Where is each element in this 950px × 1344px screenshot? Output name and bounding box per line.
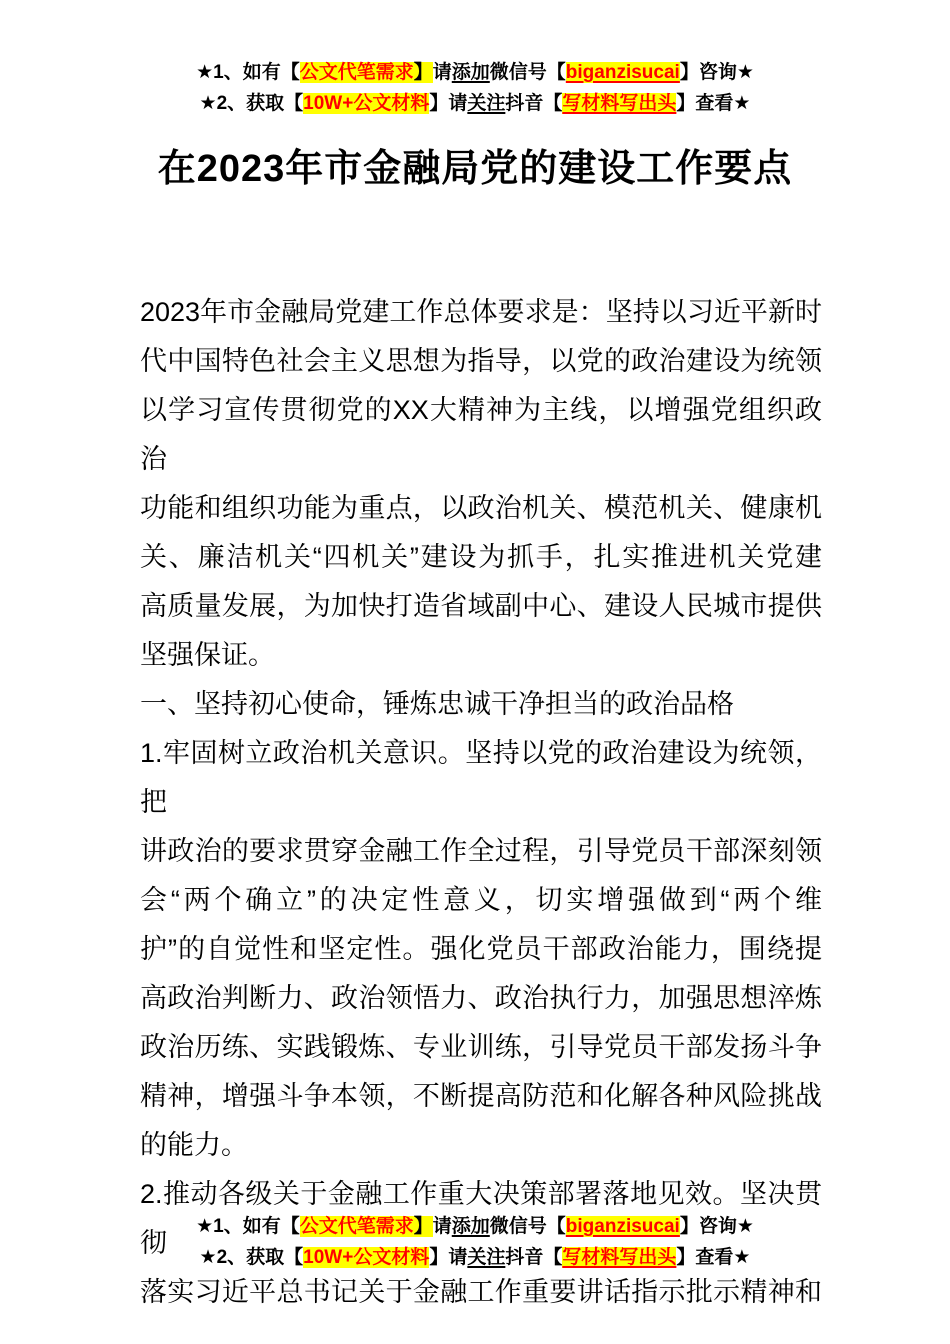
promo-text: 】查看★ <box>676 1247 751 1268</box>
promo-text: 关注 <box>467 93 506 114</box>
promo-text: 请 <box>432 62 452 83</box>
promo-text: 添加 <box>451 1216 490 1237</box>
text-line: 2023年市金融局党建工作总体要求是：坚持以习近平新时 <box>140 297 822 327</box>
text-line: 政治历练、实践锻炼、专业训练，引导党员干部发扬斗争 <box>140 1032 822 1062</box>
promo-text: 关注 <box>467 1247 506 1268</box>
text-line: 坚强保证。 <box>140 640 275 670</box>
promo-text: 】请 <box>429 93 468 114</box>
text-line: 关、廉洁机关“四机关”建设为抓手，扎实推进机关党建 <box>140 542 822 572</box>
promo-line-1 <box>0 57 950 88</box>
promo-text: 】咨询★ <box>679 1216 754 1237</box>
promo-text: 添加 <box>451 62 490 83</box>
promo-highlighted-text: 10W+公文材料 <box>303 1247 430 1268</box>
paragraph-item-1 <box>140 729 822 1170</box>
text-line: 精神，增强斗争本领，不断提高防范和化解各种风险挑战 <box>140 1081 822 1111</box>
text-line: 代中国特色社会主义思想为指导，以党的政治建设为统领 <box>140 346 822 376</box>
promo-text: 微信号【 <box>489 1216 566 1237</box>
promo-text: 请 <box>432 1216 452 1237</box>
promo-text: ★2、获取【 <box>199 93 304 114</box>
promo-highlighted-text: 写材料写出头 <box>562 93 677 114</box>
promo-highlighted-text: 10W+公文材料 <box>303 93 430 114</box>
text-line: 一、坚持初心使命，锤炼忠诚干净担当的政治品格 <box>140 689 734 719</box>
document-title: 在2023年市金融局党的建设工作要点 <box>157 148 793 190</box>
text-line: 2.推动各级关于金融工作重大决策部署落地见效。坚决贯彻 <box>140 1179 822 1258</box>
promo-text: 】请 <box>429 1247 468 1268</box>
promo-text: ★1、如有【 <box>196 1216 300 1237</box>
text-line: 护”的自觉性和坚定性。强化党员干部政治能力，围绕提 <box>140 934 822 964</box>
promo-highlighted-text: biganzisucai <box>565 62 680 83</box>
promo-line-1 <box>0 1211 950 1242</box>
promo-text: ★1、如有【 <box>196 62 300 83</box>
text-line: 高质量发展，为加快打造省域副中心、建设人民城市提供 <box>140 591 822 621</box>
promo-line-2 <box>0 88 950 119</box>
section-heading-1 <box>140 680 822 729</box>
promo-highlighted-text: 】 <box>413 1216 433 1237</box>
header-promo <box>0 57 950 119</box>
promo-highlighted-text: 】 <box>413 62 433 83</box>
text-line: 以学习宣传贯彻党的XX大精神为主线，以增强党组织政治 <box>140 395 822 474</box>
promo-highlighted-text: 公文代笔需求 <box>299 62 414 83</box>
promo-text: 微信号【 <box>489 62 566 83</box>
text-line: 1.牢固树立政治机关意识。坚持以党的政治建设为统领，把 <box>140 738 822 817</box>
paragraph-overview <box>140 288 822 680</box>
text-line: 高政治判断力、政治领悟力、政治执行力，加强思想淬炼 <box>140 983 822 1013</box>
footer-promo <box>0 1211 950 1273</box>
promo-text: 】咨询★ <box>679 62 754 83</box>
text-line: 会“两个确立”的决定性意义，切实增强做到“两个维 <box>140 885 822 915</box>
document-body <box>140 288 822 1317</box>
promo-text: ★2、获取【 <box>199 1247 304 1268</box>
text-line: 落实习近平总书记关于金融工作重要讲话指示批示精神和 <box>140 1277 822 1307</box>
promo-highlighted-text: biganzisucai <box>565 1216 680 1237</box>
promo-text: 抖音【 <box>505 1247 563 1268</box>
text-line: 功能和组织功能为重点，以政治机关、模范机关、健康机 <box>140 493 822 523</box>
promo-text: 抖音【 <box>505 93 563 114</box>
promo-highlighted-text: 公文代笔需求 <box>299 1216 414 1237</box>
promo-highlighted-text: 写材料写出头 <box>562 1247 677 1268</box>
promo-text: 】查看★ <box>676 93 751 114</box>
promo-line-2 <box>0 1242 950 1273</box>
text-line: 讲政治的要求贯穿金融工作全过程，引导党员干部深刻领 <box>140 836 822 866</box>
text-line: 的能力。 <box>140 1130 248 1160</box>
